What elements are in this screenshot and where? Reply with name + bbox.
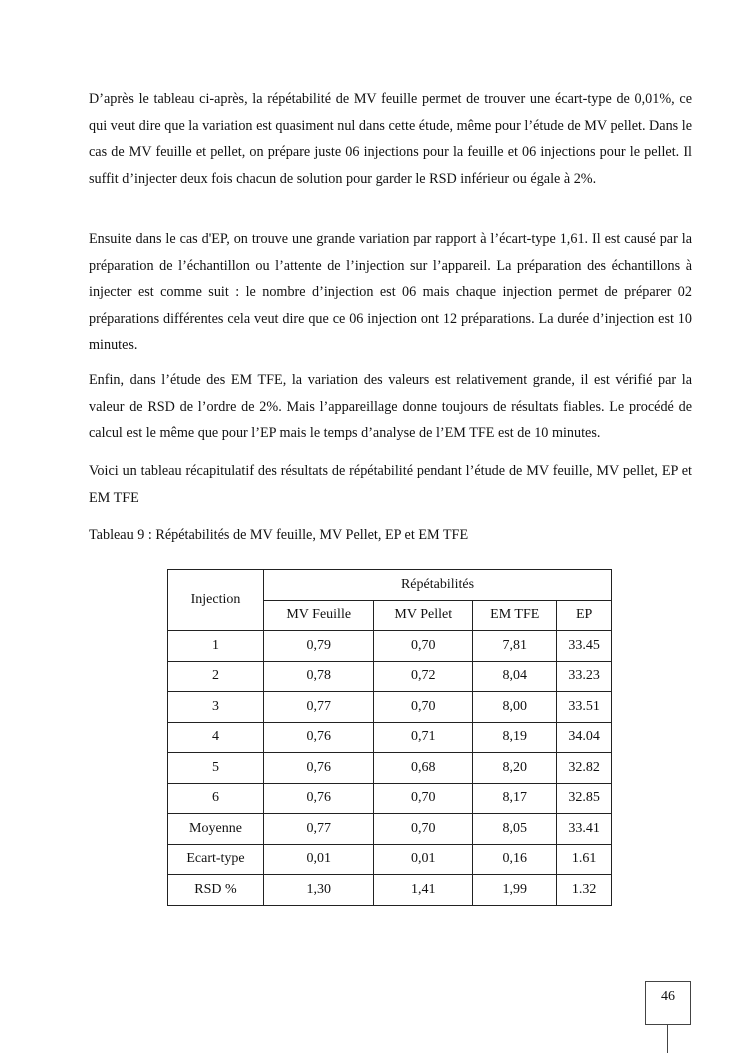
table-row: [168, 692, 612, 723]
cell-injection: 5: [168, 753, 264, 784]
table-row: [168, 661, 612, 692]
cell-injection: 2: [168, 661, 264, 692]
cell-em-tfe: 7,81: [473, 631, 557, 662]
cell-ep: 32.85: [557, 783, 612, 814]
page-number-divider: [667, 1024, 668, 1053]
cell-mv-pellet: 0,70: [374, 814, 473, 845]
cell-mv-pellet: 0,72: [374, 661, 473, 692]
cell-ep: 33.45: [557, 631, 612, 662]
cell-injection: Ecart-type: [168, 844, 264, 875]
cell-mv-pellet: 0,68: [374, 753, 473, 784]
cell-injection: 4: [168, 722, 264, 753]
table-row: [168, 722, 612, 753]
paragraph-summary-intro: Voici un tableau récapitulatif des résultats de répétabilité pendant l’étude de MV feuille, MV pellet, EP et EM TFE: [89, 463, 692, 506]
cell-ep: 1.61: [557, 844, 612, 875]
cell-injection: 1: [168, 631, 264, 662]
cell-ep: 33.51: [557, 692, 612, 723]
cell-em-tfe: 8,20: [473, 753, 557, 784]
cell-mv-pellet: 1,41: [374, 875, 473, 906]
header-mv-pellet: MV Pellet: [374, 600, 473, 631]
cell-mv-pellet: 0,01: [374, 844, 473, 875]
cell-mv-feuille: 0,76: [264, 753, 374, 784]
cell-mv-feuille: 0,76: [264, 783, 374, 814]
cell-mv-pellet: 0,70: [374, 692, 473, 723]
header-ep: EP: [557, 600, 612, 631]
cell-em-tfe: 8,04: [473, 661, 557, 692]
paragraph-repeatability-mv: D’après le tableau ci-après, la répétabilité de MV feuille permet de trouver une écart-type de 0,01%, ce qui veut dire que la variation est quasiment nul dans cette étude, même pour l’étude de MV pellet. Dans le cas de MV feuille et pellet, on prépare juste 06 injections pour la feuille et 06 injections pour le pellet. Il suffit d’injecter deux fois chacun de solution pour garder le RSD inférieur ou égale à 2%.: [89, 91, 692, 187]
cell-em-tfe: 8,19: [473, 722, 557, 753]
cell-mv-feuille: 0,78: [264, 661, 374, 692]
repeatability-table: [167, 569, 612, 906]
cell-mv-feuille: 0,79: [264, 631, 374, 662]
cell-em-tfe: 8,00: [473, 692, 557, 723]
header-mv-feuille: MV Feuille: [264, 600, 374, 631]
cell-mv-feuille: 0,01: [264, 844, 374, 875]
cell-mv-feuille: 0,77: [264, 692, 374, 723]
cell-em-tfe: 0,16: [473, 844, 557, 875]
cell-ep: 33.23: [557, 661, 612, 692]
cell-injection: 3: [168, 692, 264, 723]
header-repetabilites: Répétabilités: [264, 570, 612, 601]
cell-em-tfe: 8,05: [473, 814, 557, 845]
cell-mv-feuille: 0,77: [264, 814, 374, 845]
cell-mv-pellet: 0,70: [374, 631, 473, 662]
header-em-tfe: EM TFE: [473, 600, 557, 631]
cell-injection: RSD %: [168, 875, 264, 906]
cell-em-tfe: 8,17: [473, 783, 557, 814]
cell-mv-pellet: 0,71: [374, 722, 473, 753]
paragraph-repeatability-em-tfe: Enfin, dans l’étude des EM TFE, la variation des valeurs est relativement grande, il est vérifié par la valeur de RSD de l’ordre de 2%. Mais l’appareillage donne toujours de résultats fiables. Le procédé de calcul est le même que pour l’EP mais le temps d’analyse de l’EM TFE est de 10 minutes.: [89, 372, 692, 441]
cell-ep: 34.04: [557, 722, 612, 753]
page-number: 46: [645, 981, 691, 1025]
table-row: [168, 753, 612, 784]
cell-em-tfe: 1,99: [473, 875, 557, 906]
cell-mv-feuille: 1,30: [264, 875, 374, 906]
cell-mv-feuille: 0,76: [264, 722, 374, 753]
table-caption: Tableau 9 : Répétabilités de MV feuille, MV Pellet, EP et EM TFE: [89, 527, 469, 543]
cell-mv-pellet: 0,70: [374, 783, 473, 814]
table-body: [168, 631, 612, 906]
table-row: [168, 631, 612, 662]
cell-ep: 33.41: [557, 814, 612, 845]
table-row: [168, 814, 612, 845]
cell-injection: Moyenne: [168, 814, 264, 845]
table-row: [168, 875, 612, 906]
cell-ep: 1.32: [557, 875, 612, 906]
table-row: [168, 844, 612, 875]
header-injection: Injection: [168, 570, 264, 631]
paragraph-repeatability-ep: Ensuite dans le cas d'EP, on trouve une grande variation par rapport à l’écart-type 1,61. Il est causé par la préparation de l’échantillon ou l’attente de l’injection sur l’appareil. La préparation des échantillons à injecter est comme suit : le nombre d’injection est 06 mais chaque injection permet de préparer 02 préparations différentes cela veut dire que ce 06 injection ont 12 préparations. La durée d’injection est 10 minutes.: [89, 231, 692, 353]
table-row: [168, 783, 612, 814]
cell-ep: 32.82: [557, 753, 612, 784]
cell-injection: 6: [168, 783, 264, 814]
